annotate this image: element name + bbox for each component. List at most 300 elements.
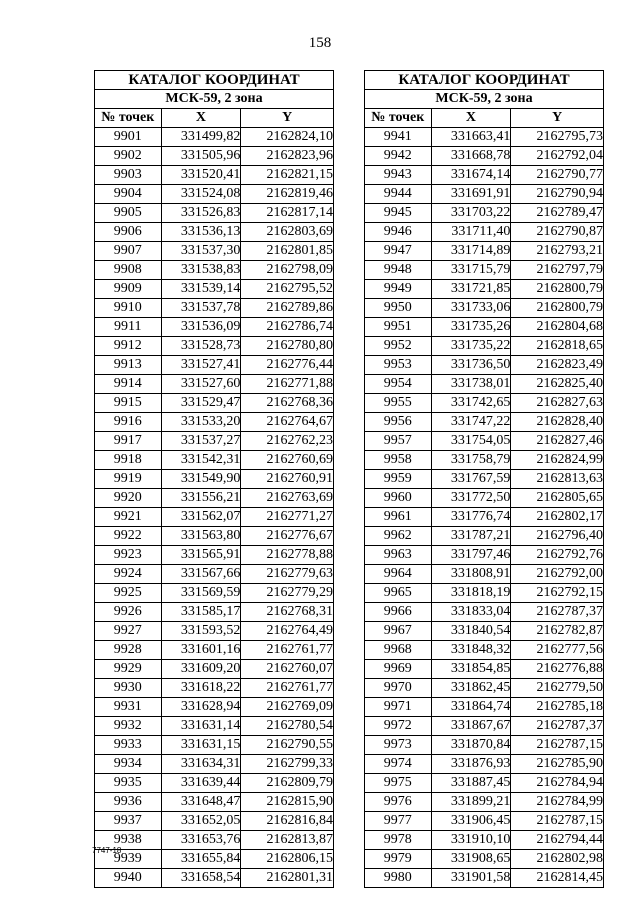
table-row (95, 489, 334, 508)
y-coordinate-cell: 2162818,65 (511, 337, 604, 356)
y-coordinate-cell: 2162764,67 (241, 413, 334, 432)
point-number-cell: 9980 (365, 869, 432, 888)
point-number-cell: 9977 (365, 812, 432, 831)
x-coordinate-cell: 331537,30 (161, 242, 241, 261)
table-row (95, 223, 334, 242)
x-coordinate-cell: 331776,74 (431, 508, 511, 527)
x-coordinate-cell: 331658,54 (161, 869, 241, 888)
y-coordinate-cell: 2162813,87 (241, 831, 334, 850)
x-coordinate-cell: 331648,47 (161, 793, 241, 812)
table-row (95, 470, 334, 489)
point-number-cell: 9968 (365, 641, 432, 660)
point-number-cell: 9905 (95, 204, 162, 223)
table-row (95, 394, 334, 413)
x-coordinate-cell: 331565,91 (161, 546, 241, 565)
y-coordinate-cell: 2162789,47 (511, 204, 604, 223)
table-row (95, 717, 334, 736)
point-number-cell: 9962 (365, 527, 432, 546)
y-coordinate-cell: 2162804,68 (511, 318, 604, 337)
y-coordinate-cell: 2162771,27 (241, 508, 334, 527)
table-row (95, 755, 334, 774)
point-number-cell: 9912 (95, 337, 162, 356)
table-row (95, 375, 334, 394)
table-row (95, 850, 334, 869)
point-number-cell: 9920 (95, 489, 162, 508)
table-row (365, 698, 604, 717)
x-coordinate-cell: 331539,14 (161, 280, 241, 299)
table-row (95, 812, 334, 831)
point-number-cell: 9974 (365, 755, 432, 774)
x-coordinate-cell: 331569,59 (161, 584, 241, 603)
point-number-cell: 9927 (95, 622, 162, 641)
x-coordinate-cell: 331711,40 (431, 223, 511, 242)
x-coordinate-cell: 331567,66 (161, 565, 241, 584)
point-number-cell: 9972 (365, 717, 432, 736)
point-number-cell: 9958 (365, 451, 432, 470)
table-row (95, 679, 334, 698)
point-number-cell: 9964 (365, 565, 432, 584)
table-row (365, 223, 604, 242)
y-coordinate-cell: 2162792,15 (511, 584, 604, 603)
x-coordinate-cell: 331772,50 (431, 489, 511, 508)
table-row (365, 489, 604, 508)
x-coordinate-cell: 331721,85 (431, 280, 511, 299)
y-coordinate-cell: 2162779,29 (241, 584, 334, 603)
point-number-cell: 9922 (95, 527, 162, 546)
point-number-cell: 9975 (365, 774, 432, 793)
point-number-cell: 9942 (365, 147, 432, 166)
table-row (365, 375, 604, 394)
table-row (95, 793, 334, 812)
x-coordinate-cell: 331833,04 (431, 603, 511, 622)
x-coordinate-cell: 331715,79 (431, 261, 511, 280)
y-coordinate-cell: 2162761,77 (241, 641, 334, 660)
x-coordinate-cell: 331691,91 (431, 185, 511, 204)
table-row (365, 280, 604, 299)
x-coordinate-cell: 331668,78 (431, 147, 511, 166)
coordinate-catalog-table (364, 70, 604, 888)
point-number-cell: 9903 (95, 166, 162, 185)
x-coordinate-cell: 331628,94 (161, 698, 241, 717)
table-row (365, 166, 604, 185)
table-row (95, 432, 334, 451)
table-row (95, 147, 334, 166)
x-coordinate-cell: 331818,19 (431, 584, 511, 603)
x-coordinate-cell: 331901,58 (431, 869, 511, 888)
table-row (365, 679, 604, 698)
y-coordinate-cell: 2162769,09 (241, 698, 334, 717)
y-coordinate-cell: 2162814,45 (511, 869, 604, 888)
x-coordinate-cell: 331524,08 (161, 185, 241, 204)
table-row (95, 527, 334, 546)
x-coordinate-cell: 331639,44 (161, 774, 241, 793)
table-row (95, 356, 334, 375)
x-coordinate-cell: 331736,50 (431, 356, 511, 375)
table-row (95, 299, 334, 318)
table-row (365, 774, 604, 793)
catalog-body (95, 128, 334, 888)
y-coordinate-cell: 2162787,15 (511, 736, 604, 755)
table-row (365, 451, 604, 470)
point-number-cell: 9921 (95, 508, 162, 527)
table-row (365, 185, 604, 204)
table-row (95, 698, 334, 717)
x-coordinate-cell: 331735,26 (431, 318, 511, 337)
table-row (365, 546, 604, 565)
x-coordinate-cell: 331562,07 (161, 508, 241, 527)
catalog-subtitle: МСК-59, 2 зона (95, 90, 334, 109)
table-row (95, 280, 334, 299)
point-number-cell: 9939 (95, 850, 162, 869)
point-number-cell: 9969 (365, 660, 432, 679)
x-coordinate-cell: 331840,54 (431, 622, 511, 641)
table-row (95, 603, 334, 622)
y-coordinate-cell: 2162795,73 (511, 128, 604, 147)
y-coordinate-cell: 2162809,79 (241, 774, 334, 793)
table-row (365, 356, 604, 375)
x-coordinate-cell: 331542,31 (161, 451, 241, 470)
y-coordinate-cell: 2162780,80 (241, 337, 334, 356)
x-coordinate-cell: 331906,45 (431, 812, 511, 831)
point-number-cell: 9919 (95, 470, 162, 489)
table-row (365, 736, 604, 755)
x-coordinate-cell: 331556,21 (161, 489, 241, 508)
point-number-cell: 9937 (95, 812, 162, 831)
y-coordinate-cell: 2162799,33 (241, 755, 334, 774)
point-number-cell: 9930 (95, 679, 162, 698)
table-row (95, 622, 334, 641)
point-number-cell: 9913 (95, 356, 162, 375)
y-coordinate-cell: 2162763,69 (241, 489, 334, 508)
table-row (365, 470, 604, 489)
x-coordinate-cell: 331593,52 (161, 622, 241, 641)
y-coordinate-cell: 2162827,63 (511, 394, 604, 413)
y-coordinate-cell: 2162796,40 (511, 527, 604, 546)
x-coordinate-cell: 331601,16 (161, 641, 241, 660)
table-row (365, 603, 604, 622)
catalog-body (365, 128, 604, 888)
point-number-cell: 9941 (365, 128, 432, 147)
y-coordinate-cell: 2162821,15 (241, 166, 334, 185)
point-number-cell: 9914 (95, 375, 162, 394)
y-coordinate-cell: 2162817,14 (241, 204, 334, 223)
point-number-cell: 9938 (95, 831, 162, 850)
y-coordinate-cell: 2162768,36 (241, 394, 334, 413)
y-coordinate-cell: 2162761,77 (241, 679, 334, 698)
point-number-cell: 9932 (95, 717, 162, 736)
table-row (95, 242, 334, 261)
x-coordinate-cell: 331653,76 (161, 831, 241, 850)
page-number: 158 (308, 35, 332, 51)
y-coordinate-cell: 2162782,87 (511, 622, 604, 641)
table-row (365, 147, 604, 166)
point-number-cell: 9907 (95, 242, 162, 261)
point-number-cell: 9934 (95, 755, 162, 774)
table-row (95, 831, 334, 850)
y-coordinate-cell: 2162798,09 (241, 261, 334, 280)
column-header-x: X (431, 109, 511, 128)
x-coordinate-cell: 331536,09 (161, 318, 241, 337)
table-row (95, 261, 334, 280)
table-row (95, 451, 334, 470)
y-coordinate-cell: 2162785,18 (511, 698, 604, 717)
y-coordinate-cell: 2162800,79 (511, 299, 604, 318)
y-coordinate-cell: 2162790,87 (511, 223, 604, 242)
y-coordinate-cell: 2162815,90 (241, 793, 334, 812)
point-number-cell: 9908 (95, 261, 162, 280)
column-header-y: Y (511, 109, 604, 128)
table-row (365, 869, 604, 888)
y-coordinate-cell: 2162802,98 (511, 850, 604, 869)
table-row (95, 128, 334, 147)
point-number-cell: 9944 (365, 185, 432, 204)
point-number-cell: 9915 (95, 394, 162, 413)
table-row (95, 166, 334, 185)
point-number-cell: 9931 (95, 698, 162, 717)
x-coordinate-cell: 331533,20 (161, 413, 241, 432)
y-coordinate-cell: 2162792,04 (511, 147, 604, 166)
y-coordinate-cell: 2162784,99 (511, 793, 604, 812)
y-coordinate-cell: 2162792,76 (511, 546, 604, 565)
y-coordinate-cell: 2162779,63 (241, 565, 334, 584)
table-row (365, 717, 604, 736)
table-row (365, 812, 604, 831)
y-coordinate-cell: 2162827,46 (511, 432, 604, 451)
table-row (95, 318, 334, 337)
x-coordinate-cell: 331528,73 (161, 337, 241, 356)
x-coordinate-cell: 331655,84 (161, 850, 241, 869)
point-number-cell: 9978 (365, 831, 432, 850)
catalog-title: КАТАЛОГ КООРДИНАТ (95, 71, 334, 90)
y-coordinate-cell: 2162787,37 (511, 603, 604, 622)
y-coordinate-cell: 2162776,67 (241, 527, 334, 546)
table-row (365, 755, 604, 774)
x-coordinate-cell: 331499,82 (161, 128, 241, 147)
table-row (365, 793, 604, 812)
point-number-cell: 9924 (95, 565, 162, 584)
x-coordinate-cell: 331797,46 (431, 546, 511, 565)
table-row (95, 736, 334, 755)
x-coordinate-cell: 331529,47 (161, 394, 241, 413)
y-coordinate-cell: 2162790,94 (511, 185, 604, 204)
point-number-cell: 9953 (365, 356, 432, 375)
table-row (95, 546, 334, 565)
table-row (365, 413, 604, 432)
point-number-cell: 9917 (95, 432, 162, 451)
y-coordinate-cell: 2162795,52 (241, 280, 334, 299)
table-row (95, 660, 334, 679)
point-number-cell: 9967 (365, 622, 432, 641)
x-coordinate-cell: 331714,89 (431, 242, 511, 261)
x-coordinate-cell: 331758,79 (431, 451, 511, 470)
point-number-cell: 9952 (365, 337, 432, 356)
catalog-subtitle: МСК-59, 2 зона (365, 90, 604, 109)
point-number-cell: 9961 (365, 508, 432, 527)
y-coordinate-cell: 2162824,99 (511, 451, 604, 470)
table-row (95, 641, 334, 660)
column-header-x: X (161, 109, 241, 128)
point-number-cell: 9928 (95, 641, 162, 660)
point-number-cell: 9946 (365, 223, 432, 242)
y-coordinate-cell: 2162794,44 (511, 831, 604, 850)
point-number-cell: 9943 (365, 166, 432, 185)
catalog-title: КАТАЛОГ КООРДИНАТ (365, 71, 604, 90)
y-coordinate-cell: 2162823,96 (241, 147, 334, 166)
x-coordinate-cell: 331864,74 (431, 698, 511, 717)
y-coordinate-cell: 2162760,07 (241, 660, 334, 679)
table-row (365, 394, 604, 413)
point-number-cell: 9971 (365, 698, 432, 717)
y-coordinate-cell: 2162780,54 (241, 717, 334, 736)
table-row (365, 128, 604, 147)
x-coordinate-cell: 331887,45 (431, 774, 511, 793)
x-coordinate-cell: 331527,41 (161, 356, 241, 375)
x-coordinate-cell: 331733,06 (431, 299, 511, 318)
y-coordinate-cell: 2162801,85 (241, 242, 334, 261)
y-coordinate-cell: 2162776,44 (241, 356, 334, 375)
y-coordinate-cell: 2162784,94 (511, 774, 604, 793)
x-coordinate-cell: 331787,21 (431, 527, 511, 546)
y-coordinate-cell: 2162793,21 (511, 242, 604, 261)
y-coordinate-cell: 2162760,69 (241, 451, 334, 470)
table-row (365, 850, 604, 869)
table-row (95, 774, 334, 793)
x-coordinate-cell: 331537,78 (161, 299, 241, 318)
x-coordinate-cell: 331674,14 (431, 166, 511, 185)
point-number-cell: 9933 (95, 736, 162, 755)
point-number-cell: 9906 (95, 223, 162, 242)
point-number-cell: 9957 (365, 432, 432, 451)
point-number-cell: 9923 (95, 546, 162, 565)
point-number-cell: 9926 (95, 603, 162, 622)
x-coordinate-cell: 331527,60 (161, 375, 241, 394)
point-number-cell: 9945 (365, 204, 432, 223)
point-number-cell: 9909 (95, 280, 162, 299)
y-coordinate-cell: 2162801,31 (241, 869, 334, 888)
table-row (365, 337, 604, 356)
y-coordinate-cell: 2162790,55 (241, 736, 334, 755)
x-coordinate-cell: 331631,14 (161, 717, 241, 736)
x-coordinate-cell: 331862,45 (431, 679, 511, 698)
point-number-cell: 9911 (95, 318, 162, 337)
y-coordinate-cell: 2162777,56 (511, 641, 604, 660)
point-number-cell: 9935 (95, 774, 162, 793)
y-coordinate-cell: 2162805,65 (511, 489, 604, 508)
x-coordinate-cell: 331631,15 (161, 736, 241, 755)
x-coordinate-cell: 331742,65 (431, 394, 511, 413)
table-row (365, 432, 604, 451)
y-coordinate-cell: 2162800,79 (511, 280, 604, 299)
table-row (95, 869, 334, 888)
x-coordinate-cell: 331526,83 (161, 204, 241, 223)
point-number-cell: 9965 (365, 584, 432, 603)
table-row (365, 242, 604, 261)
y-coordinate-cell: 2162802,17 (511, 508, 604, 527)
table-row (95, 185, 334, 204)
y-coordinate-cell: 2162760,91 (241, 470, 334, 489)
x-coordinate-cell: 331585,17 (161, 603, 241, 622)
x-coordinate-cell: 331747,22 (431, 413, 511, 432)
point-number-cell: 9960 (365, 489, 432, 508)
table-row (365, 299, 604, 318)
y-coordinate-cell: 2162803,69 (241, 223, 334, 242)
x-coordinate-cell: 331910,10 (431, 831, 511, 850)
y-coordinate-cell: 2162785,90 (511, 755, 604, 774)
point-number-cell: 9959 (365, 470, 432, 489)
table-row (365, 318, 604, 337)
y-coordinate-cell: 2162797,79 (511, 261, 604, 280)
x-coordinate-cell: 331618,22 (161, 679, 241, 698)
table-row (365, 831, 604, 850)
y-coordinate-cell: 2162787,37 (511, 717, 604, 736)
table-row (365, 565, 604, 584)
table-row (365, 508, 604, 527)
point-number-cell: 9929 (95, 660, 162, 679)
x-coordinate-cell: 331609,20 (161, 660, 241, 679)
x-coordinate-cell: 331870,84 (431, 736, 511, 755)
point-number-cell: 9955 (365, 394, 432, 413)
point-number-cell: 9954 (365, 375, 432, 394)
y-coordinate-cell: 2162816,84 (241, 812, 334, 831)
x-coordinate-cell: 331854,85 (431, 660, 511, 679)
table-row (365, 641, 604, 660)
point-number-cell: 9916 (95, 413, 162, 432)
column-header-point: № точек (95, 109, 162, 128)
x-coordinate-cell: 331505,96 (161, 147, 241, 166)
x-coordinate-cell: 331754,05 (431, 432, 511, 451)
point-number-cell: 9976 (365, 793, 432, 812)
table-row (95, 508, 334, 527)
point-number-cell: 9901 (95, 128, 162, 147)
point-number-cell: 9950 (365, 299, 432, 318)
x-coordinate-cell: 331767,59 (431, 470, 511, 489)
table-row (365, 622, 604, 641)
x-coordinate-cell: 331848,32 (431, 641, 511, 660)
x-coordinate-cell: 331652,05 (161, 812, 241, 831)
point-number-cell: 9910 (95, 299, 162, 318)
y-coordinate-cell: 2162779,50 (511, 679, 604, 698)
table-row (95, 204, 334, 223)
y-coordinate-cell: 2162790,77 (511, 166, 604, 185)
point-number-cell: 9973 (365, 736, 432, 755)
x-coordinate-cell: 331536,13 (161, 223, 241, 242)
table-row (95, 565, 334, 584)
point-number-cell: 9956 (365, 413, 432, 432)
table-row (95, 413, 334, 432)
point-number-cell: 9951 (365, 318, 432, 337)
y-coordinate-cell: 2162771,88 (241, 375, 334, 394)
y-coordinate-cell: 2162825,40 (511, 375, 604, 394)
point-number-cell: 9963 (365, 546, 432, 565)
table-row (95, 337, 334, 356)
point-number-cell: 9925 (95, 584, 162, 603)
point-number-cell: 9948 (365, 261, 432, 280)
point-number-cell: 9940 (95, 869, 162, 888)
y-coordinate-cell: 2162813,63 (511, 470, 604, 489)
x-coordinate-cell: 331538,83 (161, 261, 241, 280)
x-coordinate-cell: 331876,93 (431, 755, 511, 774)
x-coordinate-cell: 331563,80 (161, 527, 241, 546)
y-coordinate-cell: 2162806,15 (241, 850, 334, 869)
point-number-cell: 9936 (95, 793, 162, 812)
y-coordinate-cell: 2162828,40 (511, 413, 604, 432)
column-header-point: № точек (365, 109, 432, 128)
x-coordinate-cell: 331663,41 (431, 128, 511, 147)
y-coordinate-cell: 2162787,15 (511, 812, 604, 831)
point-number-cell: 9979 (365, 850, 432, 869)
table-row (365, 261, 604, 280)
x-coordinate-cell: 331735,22 (431, 337, 511, 356)
